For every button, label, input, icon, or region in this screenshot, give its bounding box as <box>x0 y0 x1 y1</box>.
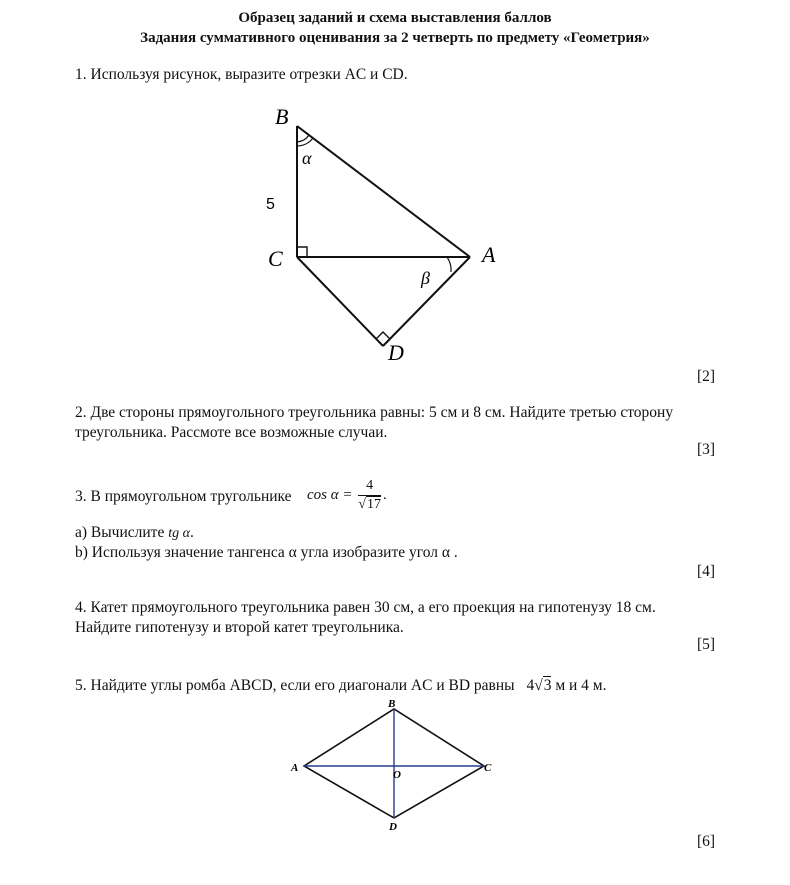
fraction-numerator: 4 <box>358 478 381 496</box>
formula-cos: cos α = <box>307 486 353 503</box>
sqrt-symbol: √ <box>358 497 366 512</box>
diagonal-1-sqrt: √ <box>534 677 543 694</box>
question-4-line-1: 4. Катет прямоугольного треугольника равен 30 см, а его проекция на гипотенузу 18 см. <box>75 599 656 616</box>
part-a-tg: tg α <box>168 526 190 541</box>
sqrt-value: 17 <box>366 497 381 512</box>
right-angle-mark-C <box>297 247 307 257</box>
question-4-score: [5] <box>697 636 716 653</box>
part-a-prefix: a) Вычислите <box>75 524 165 541</box>
label-side-BC: 5 <box>266 196 275 213</box>
question-4-line-2: Найдите гипотенузу и второй катет треугольника. <box>75 619 404 636</box>
question-1-score: [2] <box>697 368 716 385</box>
question-3-part-a <box>75 523 194 544</box>
right-angle-mark-D <box>376 332 390 339</box>
rhombus-label-C: C <box>484 762 492 774</box>
part-a-end: . <box>189 524 194 541</box>
rhombus-label-O: O <box>393 769 401 781</box>
question-5-text <box>75 676 607 696</box>
question-3-part-b: b) Используя значение тангенса α угла изобразите угол α . <box>75 544 458 561</box>
diagonal-1-coef: 4 <box>526 677 535 694</box>
label-A: A <box>482 242 496 267</box>
header-line-2: Задания суммативного оценивания за 2 четверть по предмету «Геометрия» <box>140 30 650 46</box>
label-D: D <box>388 340 404 365</box>
question-5-mid: м и 4 м. <box>555 677 607 694</box>
header-line-1: Образец заданий и схема выставления баллов <box>238 10 552 26</box>
question-3-prefix: 3. В прямоугольном тругольнике <box>75 488 292 505</box>
question-2-line-1: 2. Две стороны прямоугольного треугольника равны: 5 см и 8 см. Найдите третью сторону <box>75 404 674 421</box>
question-2-line-2: треугольника. Рассмоте все возможные случаи. <box>75 424 388 441</box>
angle-arc-beta <box>447 257 451 272</box>
formula-fraction <box>358 478 381 513</box>
rhombus-label-B: B <box>388 698 396 710</box>
question-3-formula <box>307 478 387 513</box>
segment-CD <box>297 257 383 346</box>
label-alpha: α <box>302 148 312 168</box>
question-1-text: 1. Используя рисунок, выразите отрезки AC и CD. <box>75 66 408 83</box>
label-beta: β <box>421 268 430 288</box>
fraction-denominator <box>358 496 381 513</box>
question-2-score: [3] <box>697 441 716 458</box>
formula-end: . <box>382 486 387 503</box>
question-5-score: [6] <box>697 833 716 850</box>
label-C: C <box>268 246 283 271</box>
question-5-prefix: 5. Найдите углы ромба ABCD, если его диагонали AC и BD равны <box>75 677 515 694</box>
segment-BA <box>297 126 470 257</box>
question-3-score: [4] <box>697 563 716 580</box>
label-B: B <box>275 104 289 129</box>
diagonal-1-value: 3 <box>543 677 552 694</box>
rhombus-label-A: A <box>291 762 299 774</box>
angle-arc-alpha-inner <box>297 135 309 142</box>
rhombus-label-D: D <box>389 821 397 833</box>
triangle-figure <box>250 100 520 370</box>
rhombus-figure <box>285 695 505 840</box>
